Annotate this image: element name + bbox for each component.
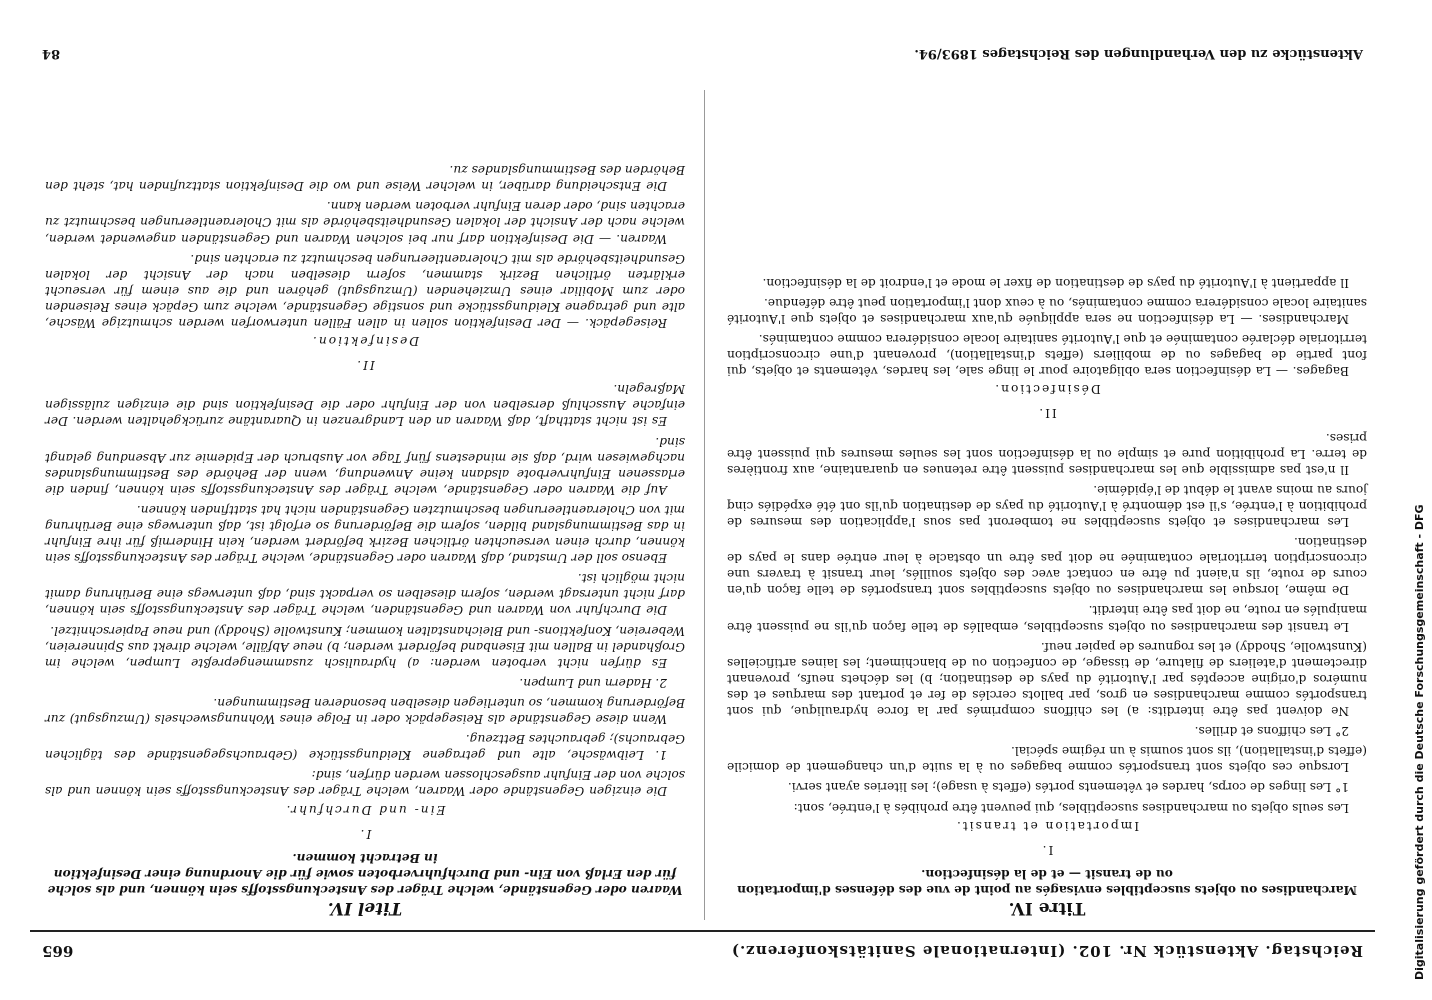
paragraph: Die Durchfuhr von Waaren und Gegenständen, welche Träger des Ansteckungsstoffs sein können, darf nicht untersagt werden, sofern dieselben so verpackt sind, daß unterwegs eine Berührung damit nicht möglich ist. — [45, 571, 685, 618]
paragraph: 1° Les linges de corps, hardes et vêtements portés (effets à usage); les literies ayant servi. — [787, 780, 1349, 795]
paragraph: Ne doivent pas être interdits: a) les chiffons comprimés par la force hydraulique, qui sont transportés comme marchandises en gros, par ballots cerclés de fer et portant des marques et des numéros d'origine acceptés par l'Autorité du pays de destination; b) les déchets neufs, provenant directement d'ateliers de filature, de tissage, de confection ou de blanchiment; les laines artificielles (Kunstwolle, Shoddy) et les rognures de papier neuf. — [727, 639, 1367, 719]
page-footer — [30, 40, 1375, 68]
page-number: 665 — [42, 942, 74, 960]
digitization-credit-text: Digitalisierung gefördert durch die Deutsche Forschungsgemeinschaft - DFG — [1413, 504, 1426, 980]
paragraph: Il appartient à l'Autorité du pays de destination de fixer le mode et l'endroit de la désinfection. — [762, 275, 1349, 290]
paragraph: 2. Hadern und Lumpen. — [519, 675, 667, 690]
section-title: Importation et transit. — [954, 818, 1140, 833]
titel-heading: Titel IV. — [327, 898, 403, 918]
german-column — [45, 158, 685, 920]
paragraph: Die einzigen Gegenstände oder Waaren, welche Träger des Ansteckungsstoffs sein können und als solche von der Einfuhr ausgeschlossen werden dürfen, sind: — [45, 768, 685, 799]
paragraph: Es ist nicht statthaft, daß Waaren an den Landgrenzen in Quarantäne zurückgehalten werden. Der einfache Ausschluß derselben von der Einfuhr oder die Desinfektion sind die einzigen zulässigen Maßregeln. — [45, 382, 685, 429]
rotated-content — [30, 40, 1375, 970]
titre-heading: Titre IV. — [1008, 898, 1086, 918]
paragraph: 1. Leibwäsche, alte und getragene Kleidungsstücke (Gebrauchsgegenstände des täglichen Gebrauchs); gebrauchtes Bettzeug. — [45, 732, 685, 763]
paragraph: Es dürfen nicht verboten werden: a) hydraulisch zusammengepreßte Lumpen, welche im Großhandel in Ballen mit Eisenband befördert werden; b) neue Abfälle, welche direkt aus Spinnereien, Webereien, Konfektions- und Bleichanstalten kommen; Kunstwolle (Shoddy) und neue Papierschnitzel. — [45, 623, 685, 670]
paragraph: De même, lorsque les marchandises ou objets susceptibles sont transportés de telle façon qu'en cours de route, ils n'aient pu être en contact avec des objets souillés, leur transit à travers une circonscription territoriale contaminée ne doit pas être un obstacle à leur entrée dans le pays de destination. — [727, 535, 1367, 598]
titel-subtitle: Waaren oder Gegenstände, welche Träger des Ansteckungsstoffs sein können, und als solche für den Erlaß von Ein- und Durchfuhrverboten sowie für die Anordnung einer Desinfektion in Betracht kommen. — [47, 850, 683, 897]
paragraph: 2° Les chiffons et drilles. — [1194, 724, 1349, 739]
paragraph: Les seuls objets ou marchandises susceptibles, qui peuvent être prohibés à l'entrée, sont: — [793, 800, 1349, 815]
footer-number: 84 — [42, 46, 61, 62]
section-number: I. — [358, 826, 372, 841]
paragraph: Le transit des marchandises ou objets susceptibles, emballés de telle façon qu'ils ne puissent être manipulés en route, ne doit pas être interdit. — [727, 603, 1367, 634]
paragraph: Die Entscheidung darüber, in welcher Weise und wo die Desinfektion stattzufinden hat, steht den Behörden des Bestimmungslandes zu. — [45, 163, 685, 194]
page-header — [30, 930, 1375, 970]
paragraph: Wenn diese Gegenstände als Reisegepäck oder in Folge eines Wohnungswechsels (Umzugsgut) zur Beförderung kommen, so unterliegen dieselben besonderen Bestimmungen. — [45, 695, 685, 727]
footer-reference: Aktenstücke zu den Verhandlungen des Reichstages 1893/94. — [914, 46, 1363, 62]
paragraph: Waaren. — Die Desinfektion darf nur bei solchen Waaren und Gegenständen angewendet werden, welche nach der Ansicht der lokalen Gesundheitsbehörde als mit Choleraentleerungen beschmutzt zu erachten sind, oder deren Einfuhr verboten werden kann. — [45, 199, 685, 246]
section-title: Désinfection. — [993, 382, 1101, 397]
french-column — [727, 271, 1367, 920]
section-number: I. — [1040, 842, 1054, 857]
header-title: Reichstag. Aktenstück Nr. 102. (Internationale Sanitätskonferenz.) — [730, 942, 1363, 960]
section-number: II. — [1037, 406, 1057, 421]
paragraph: Les marchandises et objets susceptibles ne tomberont pas sous l'application des mesures de prohibition à l'entrée, s'il est démontré à l'Autorité du pays de destination qu'ils ont été expédiés cinq jours au moins avant le début de l'épidémie. — [727, 482, 1367, 530]
paragraph: Bagages. — La désinfection sera obligatoire pour le linge sale, les hardes, vêtements et objets, qui font partie de bagages ou de mobiliers (effets d'installation), provenant d'une circonscription territoriale déclarée contaminée et que l'Autorité sanitaire locale considérera comme contaminés. — [727, 332, 1367, 379]
paragraph: Lorsque ces objets sont transportés comme bagages ou à la suite d'un changement de domicile (effets d'installation), ils sont soumis à un régime spécial. — [727, 744, 1367, 775]
paragraph: Marchandises. — La désinfection ne sera appliquée qu'aux marchandises et objets que l'Autorité sanitaire locale considérera comme contaminés, ou à ceux dont l'importation peut être défendue. — [727, 295, 1367, 326]
section-title: Desinfektion. — [311, 334, 419, 349]
digitization-credit — [1395, 504, 1426, 980]
paragraph: Reisegepäck. — Der Desinfektion sollen in allen Fällen unterworfen werden schmutzige Wäsche, alte und getragene Kleidungsstücke und sonstige Gegenstände, welche zum Gepäck eines Reisenden oder zum Mobiliar eines Umziehenden (Umzugsgut) gehören und die aus einem für verseucht erklärten örtlichen Bezirk stammen, sofern dieselben nach der Ansicht der lokalen Gesundheitsbehörde als mit Choleraentleerungen beschmutzt zu erachten sind. — [45, 251, 685, 330]
paragraph: Ebenso soll der Umstand, daß Waaren oder Gegenstände, welche Träger des Ansteckungsstoffs sein können, durch einen verseuchten örtlichen Bezirk befördert werden, kein Hinderniß für ihre Einfuhr in das Bestimmungsland bilden, sofern die Beförderung so erfolgt ist, daß unterwegs eine Berührung mit von Choleraentleerungen beschmutzten Gegenständen nicht hat stattfinden können. — [45, 502, 685, 566]
paragraph: Il n'est pas admissible que les marchandises puissent être retenues en quarantaine, aux frontières de terre. La prohibition pure et simple ou la désinfection sont les seules mesures qui puissent être prises. — [727, 430, 1367, 477]
section-title: Ein- und Durchfuhr. — [284, 802, 446, 817]
titre-subtitle: Marchandises ou objets susceptibles envisagés au point de vue des défenses d'importation ou de transit — et de la désinfection. — [737, 866, 1357, 897]
column-divider — [704, 90, 705, 920]
section-number: II. — [355, 358, 375, 373]
paragraph: Auf die Waaren oder Gegenstände, welche Träger des Ansteckungsstoffs sein können, finden die erlassenen Einfuhrverbote alsdann keine Anwendung, wenn der Behörde des Bestimmungslandes nachgewiesen wird, daß sie mindestens fünf Tage vor Ausbruch der Epidemie zur Absendung gelangt sind. — [45, 434, 685, 497]
